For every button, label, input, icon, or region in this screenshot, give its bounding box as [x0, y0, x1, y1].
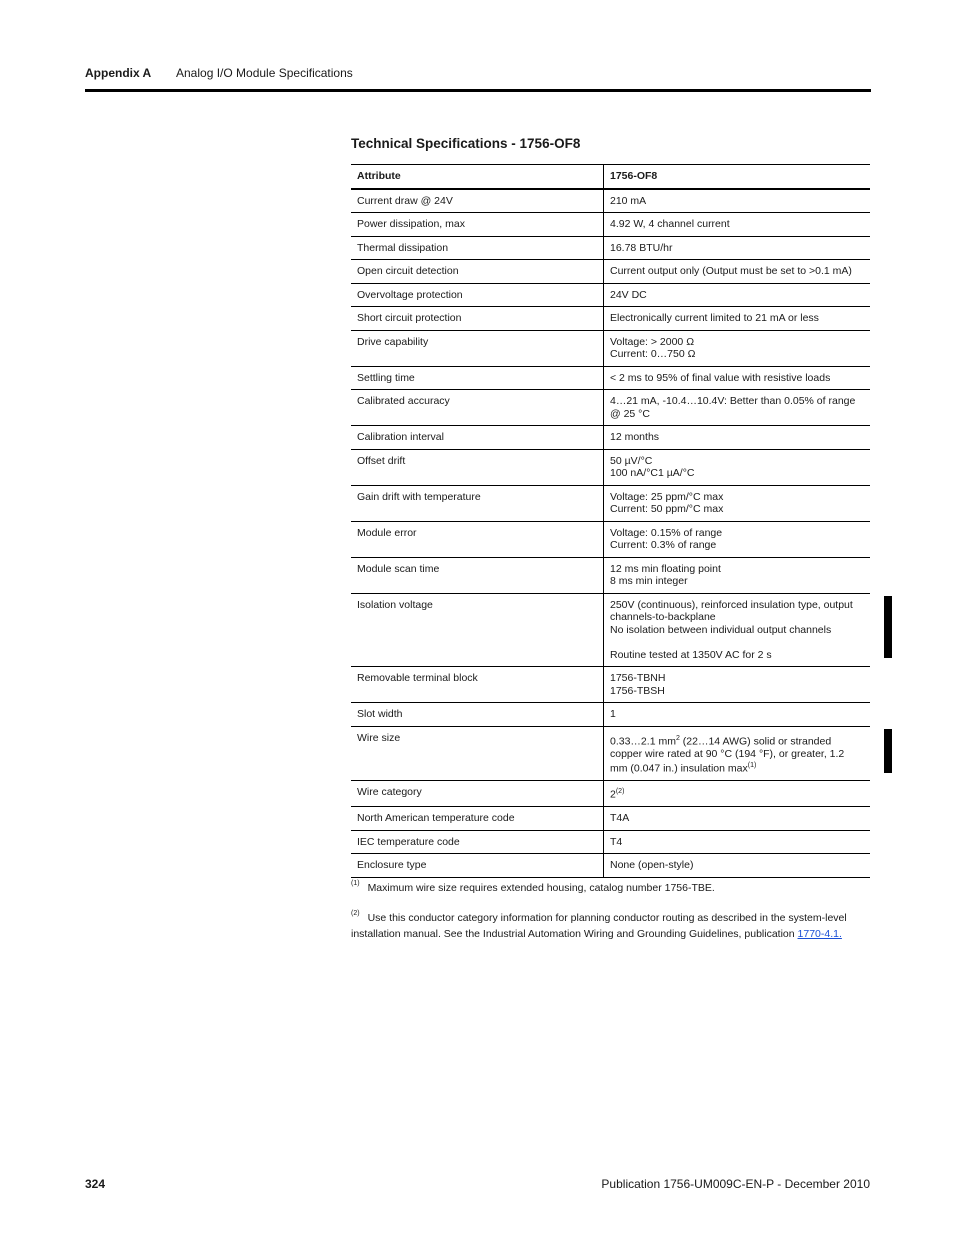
table-header-row: [351, 165, 870, 189]
row-value: T4A: [604, 807, 871, 831]
table-row: [351, 781, 870, 807]
column-header-model: 1756-OF8: [604, 165, 871, 189]
row-attribute: IEC temperature code: [351, 830, 604, 854]
row-attribute: Overvoltage protection: [351, 283, 604, 307]
table-row: [351, 213, 870, 237]
table-row: [351, 390, 870, 426]
footnote-2-text: Use this conductor category information for planning conductor routing as described in the system-level installation manual. See the Industrial Automation Wiring and Grounding Guidelines, publication: [351, 912, 847, 940]
wire-category-sup: (2): [615, 788, 625, 795]
row-value: 24V DC: [604, 283, 871, 307]
wire-size-part2: (22…14 AWG) solid or stranded copper wire rated at 90 °C (194 °F), or greater, 1.2 mm (0.047 in.) insulation max: [610, 735, 845, 775]
row-attribute: North American temperature code: [351, 807, 604, 831]
row-value: Electronically current limited to 21 mA or less: [604, 307, 871, 331]
row-attribute: Open circuit detection: [351, 260, 604, 284]
row-value: [604, 726, 871, 781]
row-value: Voltage: 0.15% of range Current: 0.3% of range: [604, 521, 871, 557]
table-row: [351, 485, 870, 521]
row-value: None (open-style): [604, 854, 871, 878]
table-row: [351, 449, 870, 485]
row-value: 4…21 mA, -10.4…10.4V: Better than 0.05% of range @ 25 °C: [604, 390, 871, 426]
header-rule: [85, 89, 871, 92]
table-row: [351, 830, 870, 854]
row-attribute: Enclosure type: [351, 854, 604, 878]
row-value: T4: [604, 830, 871, 854]
page-header: [85, 66, 871, 90]
row-attribute: Module error: [351, 521, 604, 557]
row-value: Voltage: > 2000 Ω Current: 0…750 Ω: [604, 330, 871, 366]
table-row: [351, 593, 870, 667]
table-row: [351, 703, 870, 727]
row-attribute: Slot width: [351, 703, 604, 727]
row-value: Current output only (Output must be set to >0.1 mA): [604, 260, 871, 284]
table-row: [351, 189, 870, 213]
row-value: < 2 ms to 95% of final value with resistive loads: [604, 366, 871, 390]
page-number: 324: [85, 1177, 106, 1191]
table-row: [351, 283, 870, 307]
row-attribute: Thermal dissipation: [351, 236, 604, 260]
row-attribute: Gain drift with temperature: [351, 485, 604, 521]
table-row: [351, 307, 870, 331]
wire-category-value: 2: [610, 788, 616, 801]
row-value: 210 mA: [604, 189, 871, 213]
row-attribute: Wire category: [351, 781, 604, 807]
table-row: [351, 330, 870, 366]
row-value: 12 ms min floating point 8 ms min integer: [604, 557, 871, 593]
row-attribute: Short circuit protection: [351, 307, 604, 331]
row-attribute: Calibrated accuracy: [351, 390, 604, 426]
section-tab-marker: [884, 596, 892, 658]
row-value: 50 µV/°C 100 nA/°C1 µA/°C: [604, 449, 871, 485]
table-row: [351, 807, 870, 831]
table-row: [351, 236, 870, 260]
table-row: [351, 854, 870, 878]
footnote-2: [351, 910, 870, 942]
publication-link[interactable]: 1770-4.1.: [797, 928, 842, 940]
row-value: 4.92 W, 4 channel current: [604, 213, 871, 237]
column-header-attribute: Attribute: [351, 165, 604, 189]
row-value: [604, 781, 871, 807]
row-value: Voltage: 25 ppm/°C max Current: 50 ppm/°C max: [604, 485, 871, 521]
row-value: 1756-TBNH 1756-TBSH: [604, 667, 871, 703]
row-attribute: Removable terminal block: [351, 667, 604, 703]
row-attribute: Calibration interval: [351, 426, 604, 450]
table-row: [351, 726, 870, 781]
wire-size-part1: 0.33…2.1 mm: [610, 735, 676, 747]
row-attribute: Settling time: [351, 366, 604, 390]
footnote-1: [351, 880, 870, 896]
publication-info: Publication 1756-UM009C-EN-P - December 2010: [601, 1177, 870, 1191]
row-attribute: Offset drift: [351, 449, 604, 485]
row-attribute: Module scan time: [351, 557, 604, 593]
row-attribute: Drive capability: [351, 330, 604, 366]
table-row: [351, 521, 870, 557]
row-value: 1: [604, 703, 871, 727]
footnote-2-mark: (2): [351, 910, 360, 917]
section-tab-marker: [884, 729, 892, 773]
appendix-label: Appendix A: [85, 66, 152, 80]
row-attribute: Wire size: [351, 726, 604, 781]
wire-size-sup1: 2: [675, 734, 680, 742]
row-attribute: Power dissipation, max: [351, 213, 604, 237]
table-row: [351, 260, 870, 284]
table-title: Technical Specifications - 1756-OF8: [351, 136, 581, 151]
footnote-1-mark: (1): [351, 880, 360, 887]
table-row: [351, 667, 870, 703]
spec-table: [351, 164, 870, 878]
table-row: [351, 366, 870, 390]
row-value: 16.78 BTU/hr: [604, 236, 871, 260]
row-value: 250V (continuous), reinforced insulation type, output channels-to-backplane No isolation between individual output channels Routine tested at 1350V AC for 2 s: [604, 593, 871, 667]
wire-size-sup2: (1): [747, 762, 757, 769]
row-value: 12 months: [604, 426, 871, 450]
row-attribute: Current draw @ 24V: [351, 189, 604, 213]
row-attribute: Isolation voltage: [351, 593, 604, 667]
table-row: [351, 557, 870, 593]
header-title: Analog I/O Module Specifications: [176, 66, 353, 80]
table-row: [351, 426, 870, 450]
footnote-1-text: Maximum wire size requires extended housing, catalog number 1756-TBE.: [367, 882, 715, 894]
